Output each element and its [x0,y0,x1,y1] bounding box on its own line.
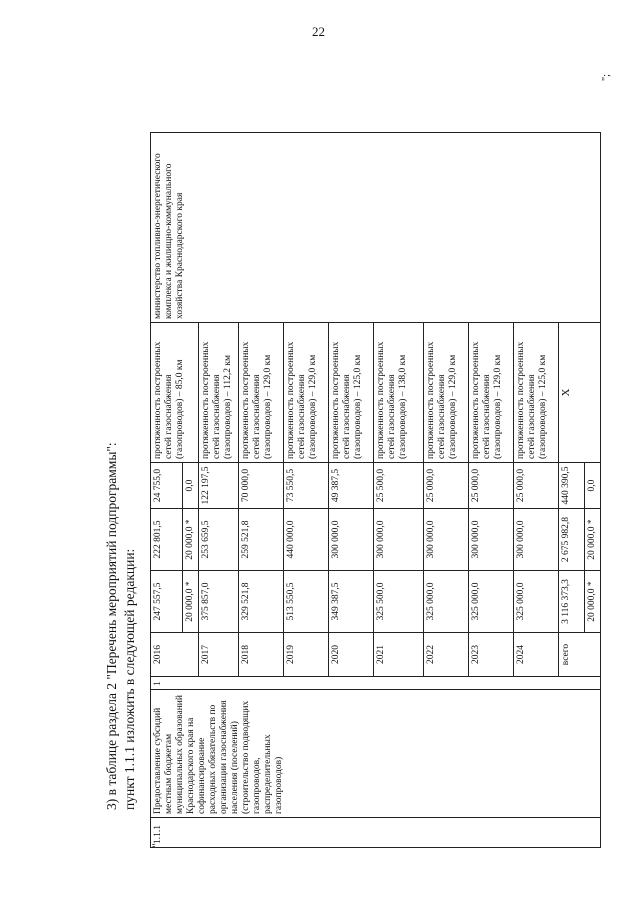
measures-table [150,132,601,848]
kb-cell: 2 675 982,8 [559,509,585,571]
intro-line-2: пункт 1.1.1 изложить в следующей редакции: [122,548,137,810]
kb-cell: 20 000,0 * [183,509,199,571]
total-cell: 325 000,0 [469,571,514,633]
result-cell: протяженность построенных сетей газоснабжения (газопроводов) – 85,0 км [151,323,199,463]
total-cell: 325 000,0 [424,571,469,633]
closing-quote: "; [601,74,613,81]
result-cell: X [559,323,601,463]
mb-cell: 70 000,0 [239,463,284,509]
year-cell: 2020 [329,633,374,677]
result-cell: протяженность построенных сетей газоснабжения (газопроводов) – 129,0 км [424,323,469,463]
kb-cell: 300 000,0 [374,509,424,571]
total-cell: 20 000,0 * [183,571,199,633]
total-cell: 349 387,5 [329,571,374,633]
total-cell: 329 521,8 [239,571,284,633]
result-cell: протяженность построенных сетей газоснабжения (газопроводов) – 129,0 км [469,323,514,463]
kb-cell: 259 521,8 [239,509,284,571]
mb-cell: 0,0 [183,463,199,509]
year-cell: 2018 [239,633,284,677]
mb-cell: 0,0 [585,463,601,509]
mb-cell: 24 755,0 [151,463,183,509]
total-cell: 375 857,0 [199,571,239,633]
kb-cell: 300 000,0 [469,509,514,571]
result-cell: протяженность построенных сетей газоснабжения (газопроводов) – 125,0 км [329,323,374,463]
year-cell: 2019 [284,633,329,677]
mb-cell: 25 000,0 [514,463,559,509]
result-cell: протяженность построенных сетей газоснабжения (газопроводов) – 125,0 км [514,323,559,463]
item-number: 1.1.1 [151,818,601,848]
kb-cell: 222 801,5 [151,509,183,571]
total-cell: 3 116 373,3 [559,571,585,633]
kb-cell: 253 659,5 [199,509,239,571]
result-cell: протяженность построенных сетей газоснабжения (газопроводов) – 112,2 км [199,323,239,463]
kb-cell: 20 000,0 * [585,509,601,571]
year-cell: 2016 [151,633,199,677]
mb-cell: 25 000,0 [424,463,469,509]
kb-cell: 300 000,0 [424,509,469,571]
kb-cell: 440 000,0 [284,509,329,571]
rotated-page-content [103,48,623,848]
table-row [151,133,183,848]
mb-cell: 49 387,5 [329,463,374,509]
result-cell: протяженность построенных сетей газоснабжения (газопроводов) – 129,0 км [284,323,329,463]
year-cell: 2022 [424,633,469,677]
item-name: Предоставление субсидий местным бюджетам муниципальных образований Краснодарского края на софинансирование расходных обязательств по организации газоснабжения населения (поселений) (строительство подводящих газопроводов, распределительных газопроводов) [151,690,601,818]
year-cell: 2021 [374,633,424,677]
intro-line-1: 3) в таблице раздела 2 "Перечень мероприятий подпрограммы": [104,442,119,810]
item-executor: министерство топливно-энергетического комплекса и жилищно-коммунального хозяйства Краснодарского края [151,133,601,323]
year-cell: 2023 [469,633,514,677]
total-cell: 247 557,5 [151,571,183,633]
opening-quote: " [149,843,163,848]
kb-cell: 300 000,0 [514,509,559,571]
mb-cell: 73 550,5 [284,463,329,509]
year-cell: 2024 [514,633,559,677]
kb-cell: 300 000,0 [329,509,374,571]
year-cell: всего [559,633,601,677]
result-cell: протяженность построенных сетей газоснабжения (газопроводов) – 129,0 км [239,323,284,463]
page-number: 22 [312,24,325,39]
intro-text [103,442,139,810]
item-status: 1 [151,677,601,690]
mb-cell: 122 197,5 [199,463,239,509]
total-cell: 20 000,0 * [585,571,601,633]
mb-cell: 25 500,0 [374,463,424,509]
result-cell: протяженность построенных сетей газоснабжения (газопроводов) – 138,0 км [374,323,424,463]
mb-cell: 440 390,5 [559,463,585,509]
total-cell: 325 000,0 [514,571,559,633]
mb-cell: 25 000,0 [469,463,514,509]
total-cell: 325 500,0 [374,571,424,633]
total-cell: 513 550,5 [284,571,329,633]
year-cell: 2017 [199,633,239,677]
